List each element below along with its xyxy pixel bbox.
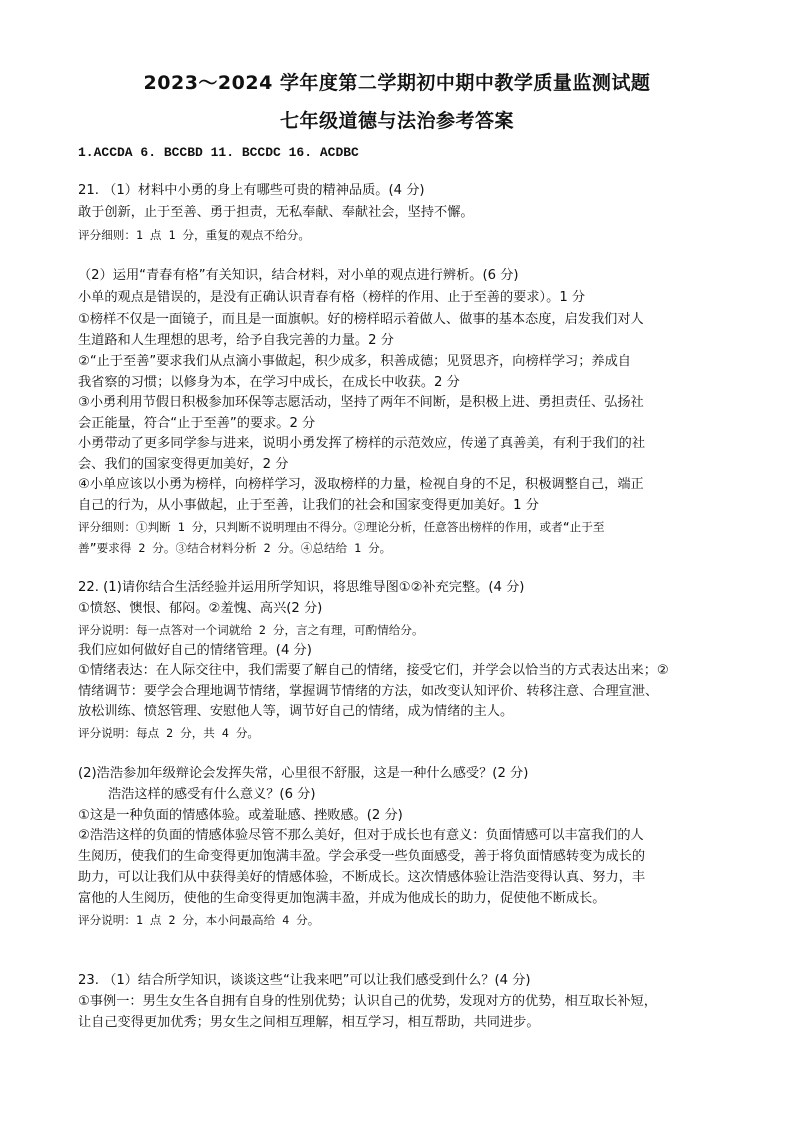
q21-part2-question: （2）运用“青春有格”有关知识，结合材料，对小单的观点进行辨析。(6 分) [78, 268, 519, 283]
q21-part2-line: ④小单应该以小勇为榜样，向榜样学习，汲取榜样的力量，检视自身的不足，积极调整自己，端正 [78, 477, 644, 492]
q23-part1-question: 23. （1）结合所学知识，谈谈这些“让我来吧”可以让我们感受到什么？(4 分) [78, 973, 531, 988]
q21-part2-note: 评分细则：①判断 1 分，只判断不说明理由不得分。②理论分析，任意答出榜样的作用，或者“止于至 [78, 520, 605, 534]
q22-part2-line: 生阅历，使我们的生命变得更加饱满丰盈。学会承受一些负面感受，善于将负面情感转变为成长的 [78, 849, 646, 864]
q21-part2-line: 小勇带动了更多同学参与进来，说明小勇发挥了榜样的示范效应，传递了真善美，有利于我们的社 [78, 436, 646, 451]
q21-part2-line: ①榜样不仅是一面镜子，而且是一面旗帜。好的榜样昭示着做人、做事的基本态度，启发我们对人 [78, 312, 644, 327]
q21-part2-line: 我省察的习惯；以修身为本，在学习中成长，在成长中收获。2 分 [78, 375, 460, 390]
q22-part2-answer: ①这是一种负面的情感体验。或羞耻感、挫败感。(2 分) [78, 808, 403, 823]
q22-part2-line: 富他的人生阅历，使他的生命变得更加饱满丰盈，并成为他成长的助力，促使他不断成长。 [78, 891, 606, 906]
page-subtitle: 七年级道德与法治参考答案 [279, 110, 514, 132]
q22-part1b-line: 情绪调节：要学会合理地调节情绪，掌握调节情绪的方法，如改变认知评价、转移注意、合理宣泄、 [78, 684, 659, 699]
q22-part2-line: 助力，可以让我们从中获得美好的情感体验，不断成长。这次情感体验让浩浩变得认真、努力，丰 [78, 870, 646, 885]
q22-part1-answer: ①愤怒、懊恨、郁闷。②羞愧、高兴(2 分) [78, 601, 323, 616]
q22-part1-question: 22. (1)请你结合生活经验并运用所学知识，将思维导图①②补充完整。(4 分) [78, 580, 525, 595]
q21-part1-note: 评分细则：1 点 1 分，重复的观点不给分。 [78, 228, 310, 242]
q22-part1b-line: ①情绪表达：在人际交往中，我们需要了解自己的情绪，接受它们，并学会以恰当的方式表达出来；② [78, 663, 669, 678]
q22-part1b-line: 放松训练、愤怒管理、安慰他人等，调节好自己的情绪，成为情绪的主人。 [78, 704, 514, 719]
page-title: 2023～2024 学年度第二学期初中期中教学质量监测试题 [143, 72, 651, 94]
q22-part2-question: (2)浩浩参加年级辩论会发挥失常，心里很不舒服，这是一种什么感受？(2 分) [78, 766, 529, 781]
q21-part2-line: 自己的行为，从小事做起，止于至善，让我们的社会和国家变得更加美好。1 分 [78, 498, 539, 513]
q22-part1-note: 评分说明：每一点答对一个词就给 2 分，言之有理，可酌情给分。 [78, 623, 424, 637]
q22-part2-line: ②浩浩这样的负面的情感体验尽管不那么美好，但对于成长也有意义：负面情感可以丰富我们的人 [78, 828, 644, 843]
q21-part2-line: ③小勇利用节假日积极参加环保等志愿活动，坚持了两年不间断，是积极上进、勇担责任、弘扬社 [78, 395, 644, 410]
q23-part1-line: ①事例一：男生女生各自拥有自身的性别优势；认识自己的优势，发现对方的优势，相互取长补短， [78, 994, 657, 1009]
q21-part2-line: 会、我们的国家变得更加美好，2 分 [78, 457, 289, 472]
q21-part2-note: 善”要求得 2 分。③结合材料分析 2 分。④总结给 1 分。 [78, 541, 392, 555]
q22-part1b-question: 我们应如何做好自己的情绪管理。(4 分) [78, 643, 312, 658]
q22-part2-note: 评分说明：1 点 2 分，本小问最高给 4 分。 [78, 913, 320, 927]
q21-part2-line: 会正能量，符合“止于至善”的要求。2 分 [78, 416, 316, 431]
q22-part2-question2: 浩浩这样的感受有什么意义？(6 分) [108, 787, 316, 802]
choice-answers: 1.ACCDA 6. BCCBD 11. BCCDC 16. ACDBC [78, 145, 359, 160]
q21-part1-question: 21. （1）材料中小勇的身上有哪些可贵的精神品质。(4 分) [78, 183, 425, 198]
q21-part2-line: 小单的观点是错误的，是没有正确认识青春有格（榜样的作用、止于至善的要求）。1 分 [78, 290, 586, 305]
q23-part1-line: 让自己变得更加优秀；男女生之间相互理解，相互学习，相互帮助，共同进步。 [78, 1015, 540, 1030]
q21-part2-line: 生道路和人生理想的思考，给予自我完善的力量。2 分 [78, 333, 394, 348]
q22-part1b-note: 评分说明：每点 2 分，共 4 分。 [78, 726, 260, 740]
q21-part2-line: ②“止于至善”要求我们从点滴小事做起，积少成多，积善成德；见贤思齐，向榜样学习；养成自 [78, 354, 631, 369]
q21-part1-answer: 敢于创新，止于至善、勇于担责，无私奉献、奉献社会，坚持不懈。 [78, 205, 474, 220]
